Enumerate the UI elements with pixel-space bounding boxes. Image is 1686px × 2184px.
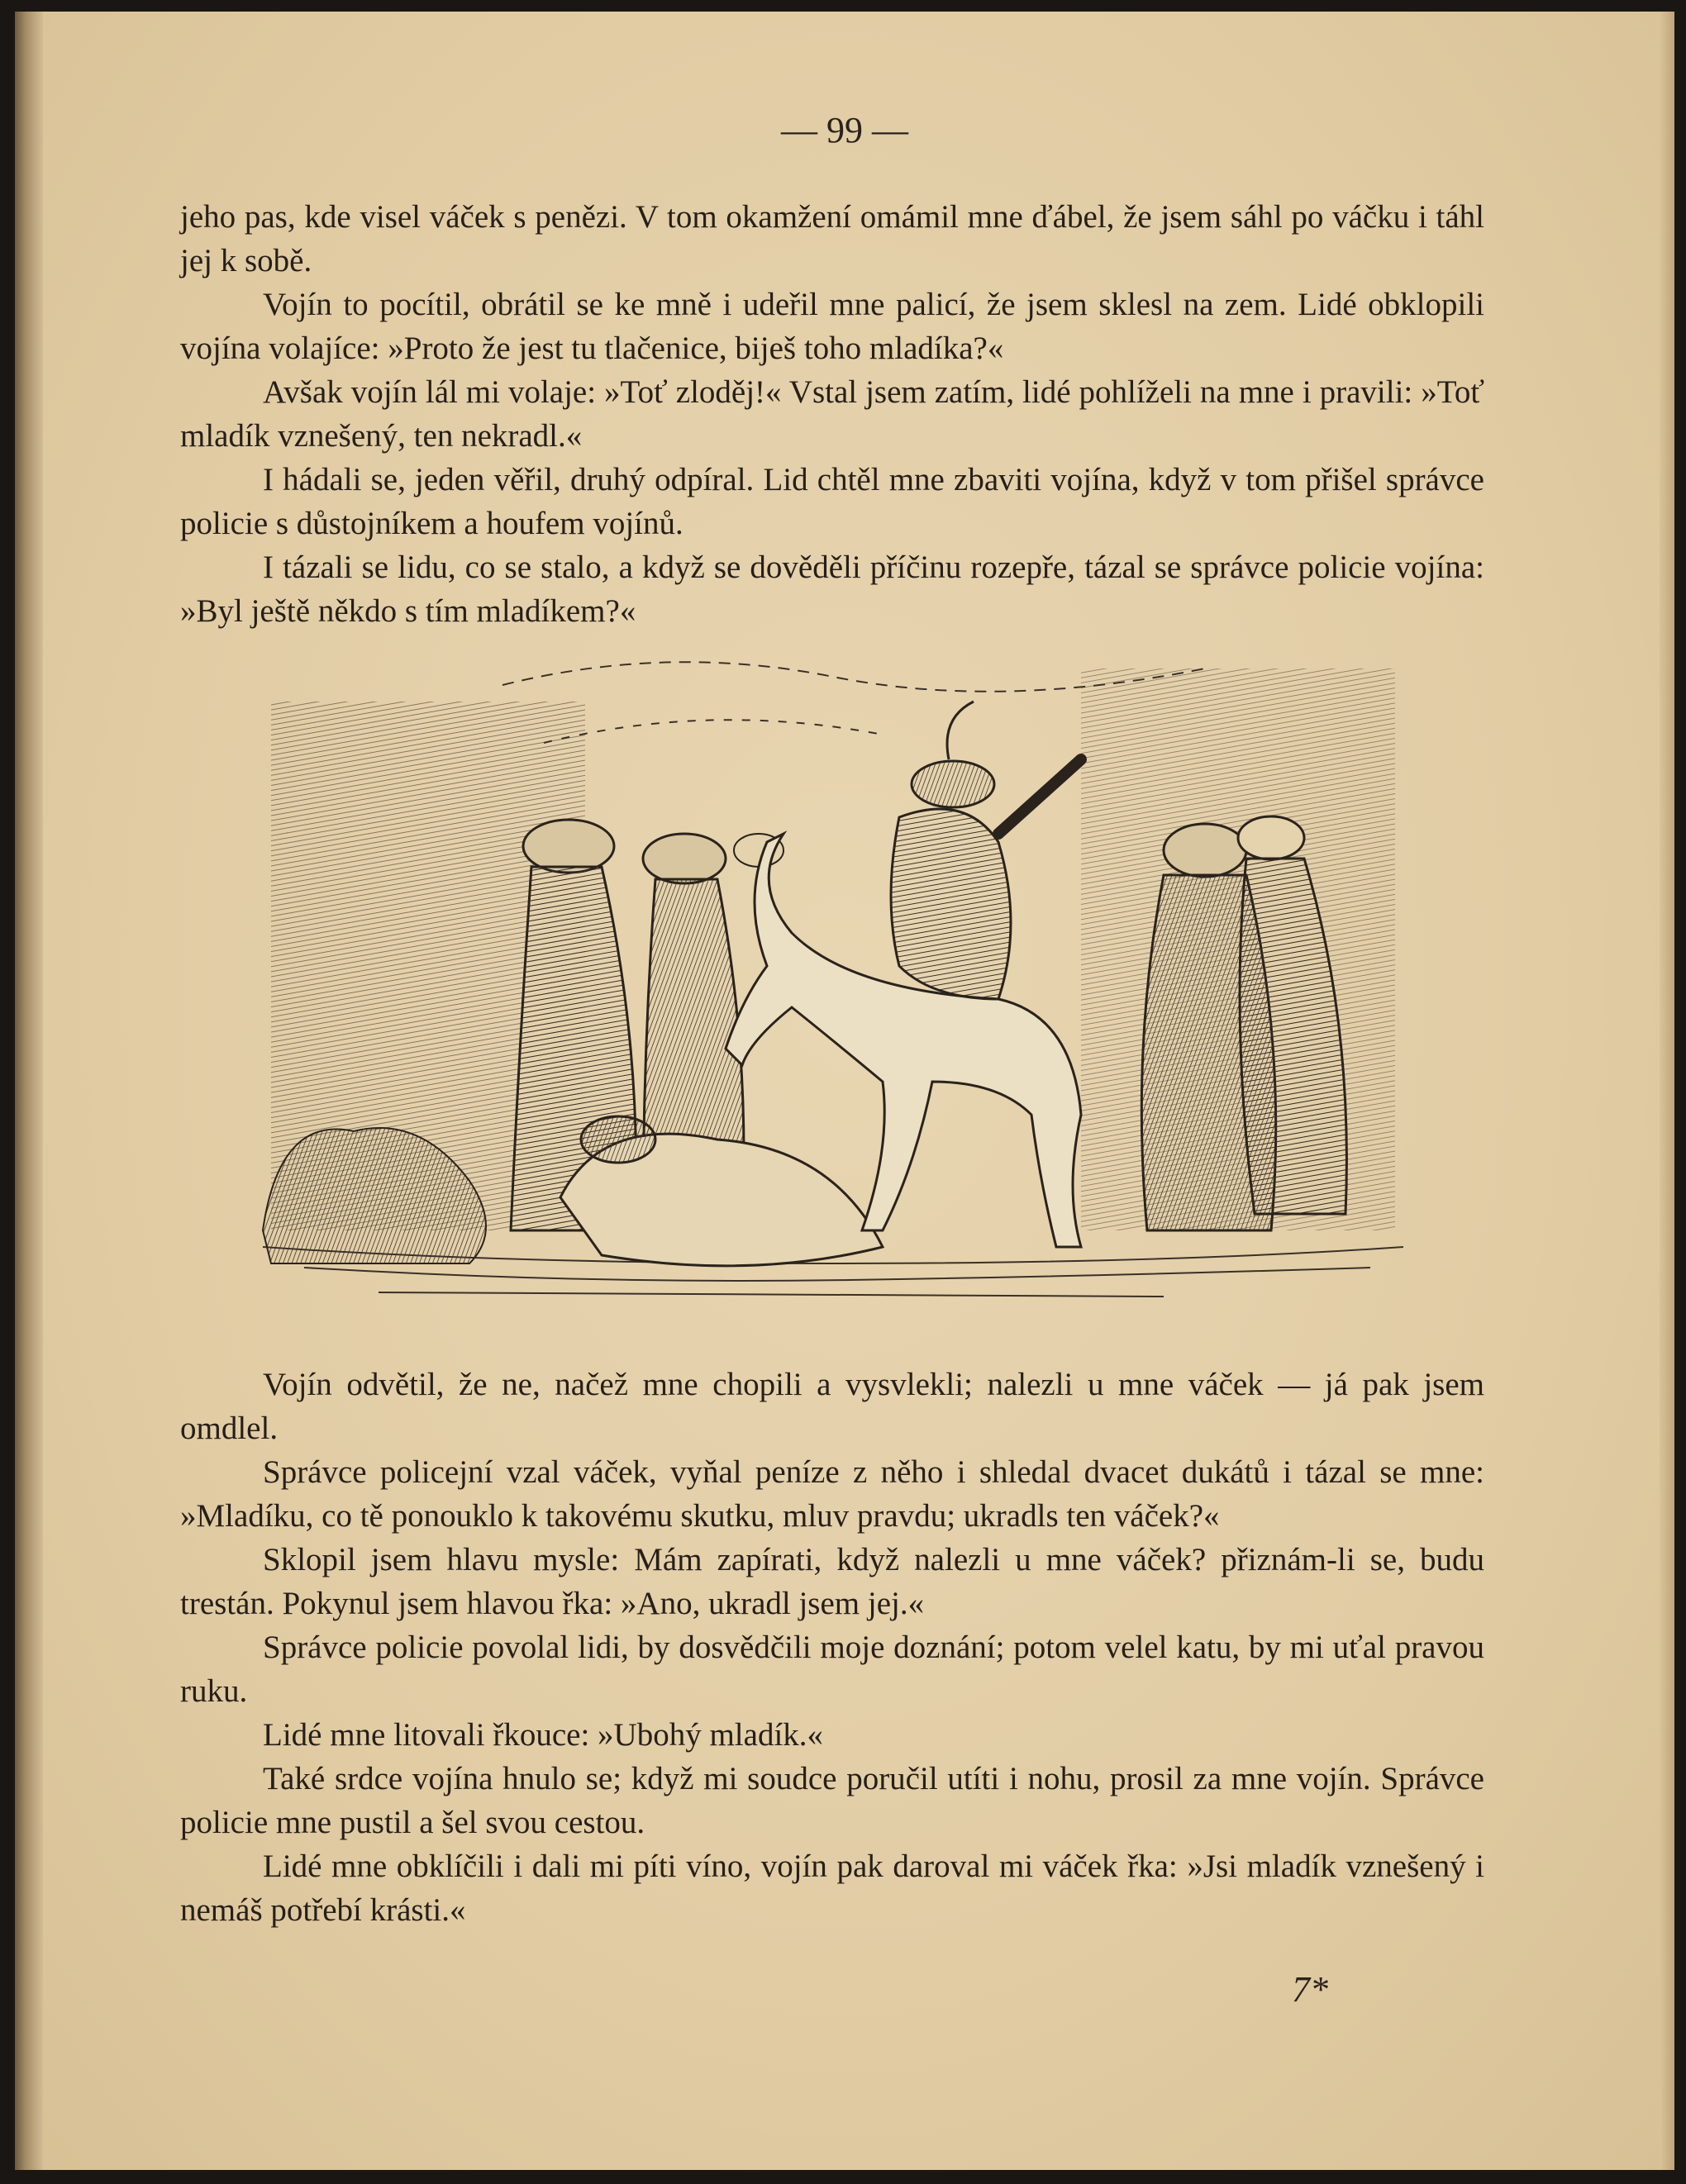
page-edge — [1660, 12, 1674, 2170]
page-gutter — [15, 12, 43, 2170]
paragraph: jeho pas, kde visel váček s penězi. V tom okamžení omámil mne ďábel, že jsem sáhl po váčku i táhl jej k sobě. — [180, 199, 1484, 278]
paragraph: Avšak vojín lál mi volaje: »Toť zloděj!« Vstal jsem zatím, lidé pohlíželi na mne i pravili: »Toť mladík vznešený, ten nekradl.« — [180, 374, 1484, 454]
engraving-illustration — [255, 652, 1428, 1321]
paragraph: Lidé mne obklíčili i dali mi píti víno, vojín pak daroval mi váček řka: »Jsi mladík vznešený i nemáš potřebí krásti.« — [180, 1849, 1484, 1928]
paragraph: Vojín to pocítil, obrátil se ke mně i udeřil mne palicí, že jsem sklesl na zem. Lidé obklopili vojína volajíce: »Proto že jest tu tlačenice, biješ toho mladíka?« — [180, 287, 1484, 366]
paragraph: Lidé mne litovali řkouce: »Ubohý mladík.« — [263, 1717, 824, 1753]
paragraph: Správce policie povolal lidi, by dosvědčili moje doznání; potom velel katu, by mi uťal pravou ruku. — [180, 1630, 1484, 1709]
body-text-bottom — [180, 1363, 1484, 1932]
paragraph: I tázali se lidu, co se stalo, a když se dověděli příčinu rozepře, tázal se správce policie vojína: »Byl ještě někdo s tím mladíkem?« — [180, 550, 1484, 629]
printer-signature-mark: 7* — [1292, 1969, 1328, 2010]
paragraph: Vojín odvětil, že ne, načež mne chopili a vysvlekli; nalezli u mne váček — já pak jsem omdlel. — [180, 1367, 1484, 1446]
book-page — [15, 12, 1674, 2170]
paragraph: Správce policejní vzal váček, vyňal peníze z něho i shledal dvacet dukátů i tázal se mne: »Mladíku, co tě ponouklo k takovému skutku, mluv pravdu; ukradls ten váček?« — [180, 1454, 1484, 1534]
page-number: — 99 — — [781, 110, 908, 150]
paragraph: I hádali se, jeden věřil, druhý odpíral. Lid chtěl mne zbaviti vojína, když v tom přišel správce policie s důstojníkem a houfem vojínů. — [180, 462, 1484, 541]
fallen-man — [560, 1116, 883, 1266]
paragraph: Sklopil jsem hlavu mysle: Mám zapírati, když nalezli u mne váček? přiznám-li se, budu trestán. Pokynul jsem hlavou řka: »Ano, ukradl jsem jej.« — [180, 1542, 1484, 1621]
paragraph: Také srdce vojína hnulo se; když mi soudce poručil utíti i nohu, prosil za mne vojín. Správce policie mne pustil a šel svou cestou. — [180, 1761, 1484, 1840]
body-text-top — [180, 195, 1484, 633]
